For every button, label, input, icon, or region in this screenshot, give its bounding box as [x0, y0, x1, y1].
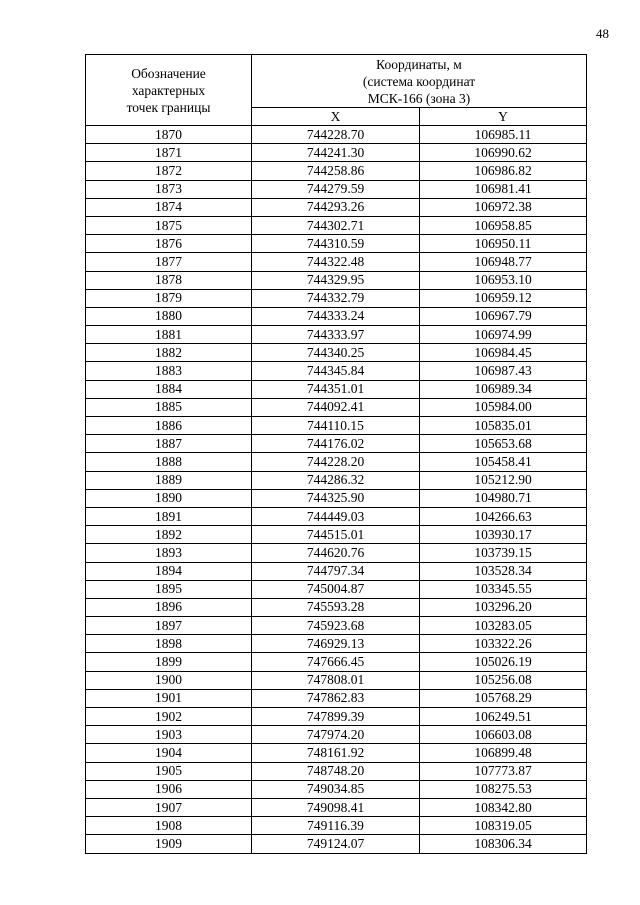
y-coordinate-cell: 105984.00 [420, 398, 587, 416]
y-coordinate-cell: 103283.05 [420, 617, 587, 635]
y-coordinate-cell: 106603.08 [420, 726, 587, 744]
table-row [86, 398, 587, 416]
x-coordinate-cell: 744176.02 [252, 435, 420, 453]
x-coordinate-cell: 749124.07 [252, 835, 420, 853]
y-coordinate-cell: 106990.62 [420, 144, 587, 162]
table-row [86, 453, 587, 471]
x-coordinate-cell: 744351.01 [252, 380, 420, 398]
x-coordinate-cell: 744092.41 [252, 398, 420, 416]
point-cell: 1894 [86, 562, 252, 580]
point-cell: 1879 [86, 289, 252, 307]
x-coordinate-cell: 744333.97 [252, 326, 420, 344]
point-cell: 1893 [86, 544, 252, 562]
point-cell: 1896 [86, 598, 252, 616]
table-row [86, 198, 587, 216]
x-coordinate-cell: 747862.83 [252, 689, 420, 707]
table-row [86, 798, 587, 816]
table-row [86, 180, 587, 198]
point-cell: 1881 [86, 326, 252, 344]
x-coordinate-cell: 749116.39 [252, 817, 420, 835]
y-coordinate-cell: 103739.15 [420, 544, 587, 562]
table-body [86, 126, 587, 854]
y-coordinate-cell: 103528.34 [420, 562, 587, 580]
coords-header-line: Координаты, м [376, 56, 462, 72]
point-cell: 1882 [86, 344, 252, 362]
point-cell: 1872 [86, 162, 252, 180]
y-coordinate-cell: 103345.55 [420, 580, 587, 598]
y-coordinate-cell: 106989.34 [420, 380, 587, 398]
point-cell: 1885 [86, 398, 252, 416]
y-coordinate-cell: 106972.38 [420, 198, 587, 216]
coordinates-header [252, 55, 587, 108]
table-row [86, 144, 587, 162]
point-cell: 1899 [86, 653, 252, 671]
y-coordinate-cell: 105768.29 [420, 689, 587, 707]
x-coordinate-cell: 747974.20 [252, 726, 420, 744]
table-row [86, 635, 587, 653]
y-coordinate-cell: 105835.01 [420, 417, 587, 435]
point-cell: 1892 [86, 526, 252, 544]
table-row [86, 307, 587, 325]
y-coordinate-cell: 106953.10 [420, 271, 587, 289]
x-coordinate-cell: 744620.76 [252, 544, 420, 562]
table-row [86, 289, 587, 307]
table-row [86, 344, 587, 362]
x-coordinate-cell: 744110.15 [252, 417, 420, 435]
table-row [86, 235, 587, 253]
point-cell: 1884 [86, 380, 252, 398]
y-coordinate-cell: 106948.77 [420, 253, 587, 271]
x-coordinate-cell: 744322.48 [252, 253, 420, 271]
point-cell: 1887 [86, 435, 252, 453]
table-row [86, 162, 587, 180]
table-row [86, 253, 587, 271]
point-cell: 1895 [86, 580, 252, 598]
point-cell: 1906 [86, 780, 252, 798]
table-row [86, 126, 587, 144]
x-coordinate-cell: 744332.79 [252, 289, 420, 307]
point-cell: 1889 [86, 471, 252, 489]
point-cell: 1902 [86, 708, 252, 726]
x-coordinate-cell: 744515.01 [252, 526, 420, 544]
point-cell: 1888 [86, 453, 252, 471]
table-row [86, 544, 587, 562]
table-row [86, 835, 587, 853]
x-coordinate-cell: 744345.84 [252, 362, 420, 380]
y-coordinate-cell: 106958.85 [420, 216, 587, 234]
x-coordinate-cell: 745923.68 [252, 617, 420, 635]
y-coordinate-cell: 106899.48 [420, 744, 587, 762]
point-cell: 1900 [86, 671, 252, 689]
point-cell: 1905 [86, 762, 252, 780]
table-row [86, 362, 587, 380]
table-row [86, 580, 587, 598]
y-coordinate-cell: 106987.43 [420, 362, 587, 380]
coords-header-line: МСК-166 (зона 3) [367, 90, 471, 106]
y-coordinate-cell: 105458.41 [420, 453, 587, 471]
y-coordinate-cell: 105026.19 [420, 653, 587, 671]
point-cell: 1898 [86, 635, 252, 653]
y-coordinate-cell: 106985.11 [420, 126, 587, 144]
y-coordinate-cell: 104980.71 [420, 489, 587, 507]
table-row [86, 598, 587, 616]
point-cell: 1878 [86, 271, 252, 289]
table-row [86, 689, 587, 707]
x-coordinate-cell: 744228.70 [252, 126, 420, 144]
table-row [86, 326, 587, 344]
y-coordinate-cell: 106981.41 [420, 180, 587, 198]
table-row [86, 216, 587, 234]
point-cell: 1907 [86, 798, 252, 816]
point-cell: 1870 [86, 126, 252, 144]
point-header-line: характерных [131, 82, 206, 98]
table-row [86, 617, 587, 635]
point-cell: 1904 [86, 744, 252, 762]
y-coordinate-cell: 105256.08 [420, 671, 587, 689]
x-coordinate-cell: 744279.59 [252, 180, 420, 198]
table-row [86, 671, 587, 689]
y-coordinate-cell: 106986.82 [420, 162, 587, 180]
table-row [86, 726, 587, 744]
table-row [86, 435, 587, 453]
table-row [86, 271, 587, 289]
y-coordinate-cell: 108319.05 [420, 817, 587, 835]
point-cell: 1876 [86, 235, 252, 253]
x-coordinate-cell: 746929.13 [252, 635, 420, 653]
x-coordinate-cell: 744302.71 [252, 216, 420, 234]
table-row [86, 471, 587, 489]
point-designation-header [86, 55, 252, 126]
y-coordinate-cell: 106984.45 [420, 344, 587, 362]
table-row [86, 708, 587, 726]
y-coordinate-cell: 106967.79 [420, 307, 587, 325]
point-header-line: Обозначение [131, 65, 206, 81]
x-coordinate-cell: 744797.34 [252, 562, 420, 580]
table-row [86, 817, 587, 835]
table-row [86, 562, 587, 580]
point-cell: 1875 [86, 216, 252, 234]
table-row [86, 507, 587, 525]
y-coordinate-cell: 106950.11 [420, 235, 587, 253]
point-cell: 1874 [86, 198, 252, 216]
x-coordinate-cell: 744325.90 [252, 489, 420, 507]
point-cell: 1883 [86, 362, 252, 380]
x-coordinate-cell: 744449.03 [252, 507, 420, 525]
point-cell: 1877 [86, 253, 252, 271]
x-coordinate-cell: 744241.30 [252, 144, 420, 162]
point-cell: 1871 [86, 144, 252, 162]
table-row [86, 780, 587, 798]
y-coordinate-cell: 103296.20 [420, 598, 587, 616]
x-coordinate-cell: 748161.92 [252, 744, 420, 762]
table-row [86, 489, 587, 507]
x-coordinate-cell: 748748.20 [252, 762, 420, 780]
y-coordinate-cell: 103930.17 [420, 526, 587, 544]
x-coordinate-cell: 749034.85 [252, 780, 420, 798]
table-row [86, 744, 587, 762]
x-coordinate-cell: 747899.39 [252, 708, 420, 726]
table-row [86, 417, 587, 435]
y-coordinate-cell: 106974.99 [420, 326, 587, 344]
x-column-header: X [252, 108, 420, 126]
y-coordinate-cell: 105653.68 [420, 435, 587, 453]
table-row [86, 762, 587, 780]
point-cell: 1908 [86, 817, 252, 835]
table-row [86, 380, 587, 398]
y-coordinate-cell: 107773.87 [420, 762, 587, 780]
x-coordinate-cell: 747666.45 [252, 653, 420, 671]
x-coordinate-cell: 744228.20 [252, 453, 420, 471]
point-cell: 1903 [86, 726, 252, 744]
coordinates-table [85, 54, 587, 854]
x-coordinate-cell: 749098.41 [252, 798, 420, 816]
table-header [86, 55, 587, 126]
y-column-header: Y [420, 108, 587, 126]
point-cell: 1891 [86, 507, 252, 525]
x-coordinate-cell: 745004.87 [252, 580, 420, 598]
x-coordinate-cell: 744258.86 [252, 162, 420, 180]
y-coordinate-cell: 103322.26 [420, 635, 587, 653]
y-coordinate-cell: 108342.80 [420, 798, 587, 816]
point-cell: 1897 [86, 617, 252, 635]
x-coordinate-cell: 744340.25 [252, 344, 420, 362]
page-number: 48 [596, 26, 609, 41]
x-coordinate-cell: 744329.95 [252, 271, 420, 289]
point-cell: 1886 [86, 417, 252, 435]
y-coordinate-cell: 108306.34 [420, 835, 587, 853]
y-coordinate-cell: 106249.51 [420, 708, 587, 726]
y-coordinate-cell: 106959.12 [420, 289, 587, 307]
x-coordinate-cell: 744310.59 [252, 235, 420, 253]
y-coordinate-cell: 104266.63 [420, 507, 587, 525]
coords-header-line: (система координат [362, 73, 476, 89]
x-coordinate-cell: 744333.24 [252, 307, 420, 325]
x-coordinate-cell: 744293.26 [252, 198, 420, 216]
point-cell: 1901 [86, 689, 252, 707]
y-coordinate-cell: 105212.90 [420, 471, 587, 489]
point-header-line: точек границы [126, 99, 211, 115]
x-coordinate-cell: 745593.28 [252, 598, 420, 616]
x-coordinate-cell: 747808.01 [252, 671, 420, 689]
table-row [86, 526, 587, 544]
table-row [86, 653, 587, 671]
point-cell: 1909 [86, 835, 252, 853]
point-cell: 1873 [86, 180, 252, 198]
x-coordinate-cell: 744286.32 [252, 471, 420, 489]
y-coordinate-cell: 108275.53 [420, 780, 587, 798]
point-cell: 1890 [86, 489, 252, 507]
point-cell: 1880 [86, 307, 252, 325]
